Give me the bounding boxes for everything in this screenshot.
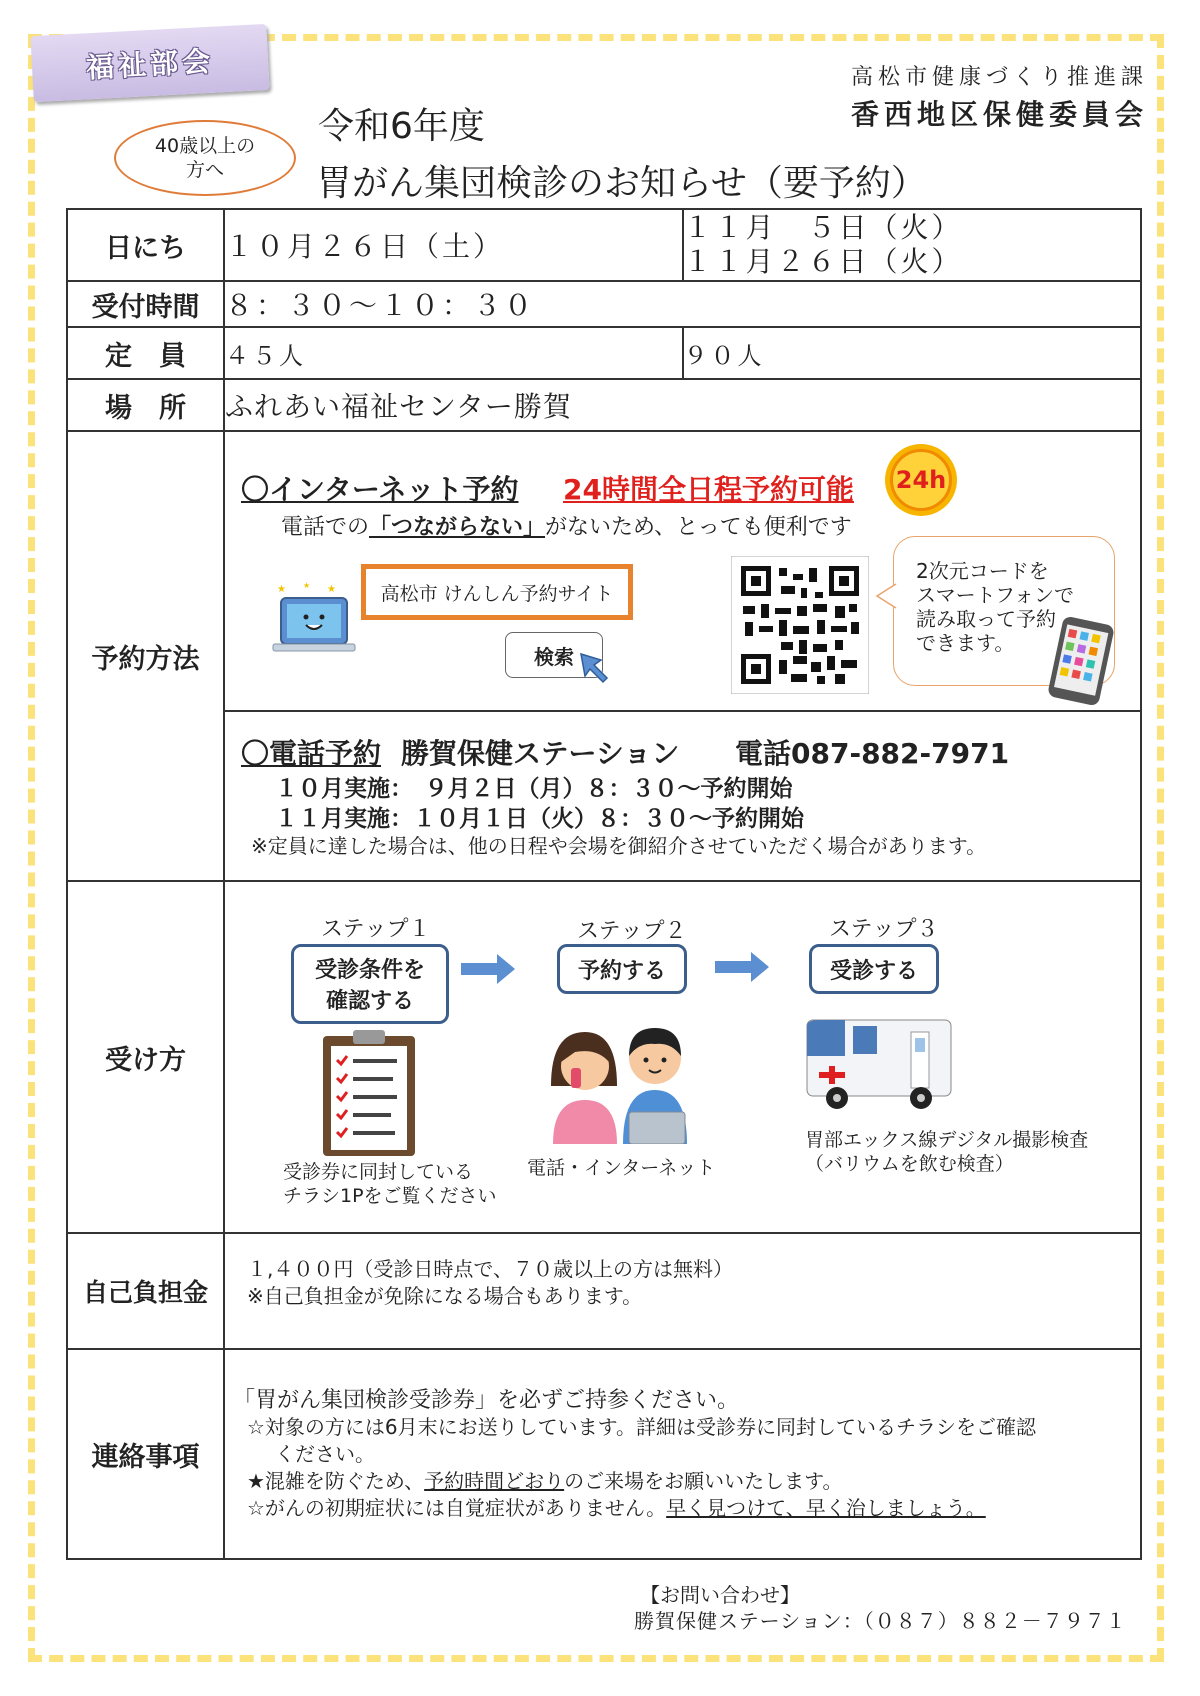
label-notes: 連絡事項 xyxy=(67,1349,224,1559)
search-field[interactable]: 高松市 けんしん予約サイト xyxy=(361,564,633,620)
people-phone-internet-icon xyxy=(545,1012,695,1144)
tel-title xyxy=(241,732,381,772)
info-table xyxy=(66,208,1142,1560)
label-time: 受付時間 xyxy=(67,281,224,327)
phone-note-post: がないため、とっても便利です xyxy=(545,515,852,540)
section-tag: 福祉部会 xyxy=(30,24,269,102)
row-method xyxy=(67,431,1141,881)
step1-caption-line2: チラシ1Pをご覧ください xyxy=(283,1185,497,1207)
fiscal-year: 令和6年度 xyxy=(318,106,485,147)
place-value: ふれあい福祉センター勝賀 xyxy=(224,379,1141,431)
capacity-oct: ４５人 xyxy=(224,327,683,379)
step3-label: ステップ３ xyxy=(829,917,939,942)
capacity-note: ※定員に達した場合は、他の日程や会場を御紹介させていただく場合があります。 xyxy=(251,834,987,858)
target-line1: 40歳以上の xyxy=(154,135,256,157)
contact xyxy=(634,1582,1127,1634)
row-fee xyxy=(67,1233,1141,1349)
qr-code-icon xyxy=(731,556,869,694)
flow-steps xyxy=(225,882,1140,1232)
laptop-icon xyxy=(269,580,359,660)
notes-line2-cont: ください。 xyxy=(275,1441,375,1466)
step3-caption xyxy=(805,1128,1088,1176)
phone-note-em: 「つながらない」 xyxy=(369,515,546,540)
row-place xyxy=(67,379,1141,431)
step3-box: 受診する xyxy=(809,944,939,994)
arrow-right-icon xyxy=(715,952,769,982)
oct-reservation: １０月実施： ９月２日（月）８：３０～予約開始 xyxy=(275,776,793,802)
badge-24h-text: 24h xyxy=(890,449,952,511)
phone-section xyxy=(225,712,1140,880)
badge-24h-icon xyxy=(885,444,957,516)
page-title: 胃がん集団検診のお知らせ（要予約） xyxy=(316,163,927,204)
svg-text:★: ★ xyxy=(327,584,336,595)
contact-value: 勝賀保健ステーション：（０８７）８８２－７９７１ xyxy=(634,1609,1127,1633)
fee-line1: １,４００円（受診日時点で、７０歳以上の方は無料） xyxy=(247,1257,733,1281)
internet-section xyxy=(225,432,1140,712)
notes-line1: 「胃がん集団検診受診券」を必ずご持参ください。 xyxy=(233,1387,740,1413)
tel-number: 電話087-882-7971 xyxy=(735,737,1010,770)
notes-line4-em: 早く見つけて、早く治しましょう。 xyxy=(666,1495,986,1520)
step3-caption-line2: （バリウムを飲む検査） xyxy=(805,1153,1014,1175)
org-committee: 香西地区保健委員会 xyxy=(850,98,1148,131)
medical-bus-icon xyxy=(805,1012,955,1112)
step1-caption xyxy=(283,1160,497,1208)
step1-caption-line1: 受診券に同封している xyxy=(283,1161,474,1183)
internet-title xyxy=(241,468,518,508)
row-flow xyxy=(67,881,1141,1233)
target-badge xyxy=(114,120,296,196)
date-nov xyxy=(683,209,1142,281)
bubble-tail-icon xyxy=(875,582,897,612)
notes-line2: ☆対象の方には6月末にお送りしています。詳細は受診券に同封しているチラシをご確認 xyxy=(247,1414,1037,1439)
row-time xyxy=(67,281,1141,327)
date-nov-1: １１月 ５日（火） xyxy=(683,211,963,244)
cursor-arrow-icon xyxy=(577,650,613,686)
time-value: ８：３０～１０：３０ xyxy=(224,281,1141,327)
arrow-right-icon xyxy=(461,954,515,984)
step2-label: ステップ２ xyxy=(577,919,687,944)
fee-line2: ※自己負担金が免除になる場合もあります。 xyxy=(247,1284,643,1308)
tel-station: 勝賀保健ステーション xyxy=(401,737,680,770)
qr-bubble-line3: 読み取って予約 xyxy=(916,607,1056,631)
label-method: 予約方法 xyxy=(67,431,224,881)
label-fee: 自己負担金 xyxy=(67,1233,224,1349)
notes-line4-pre: ☆がんの初期症状には自覚症状がありません。 xyxy=(247,1495,667,1520)
phone-note xyxy=(281,510,852,541)
search-button[interactable]: 検索 xyxy=(505,632,603,678)
notes-cell xyxy=(224,1349,1141,1559)
label-capacity: 定 員 xyxy=(67,327,224,379)
label-date: 日にち xyxy=(67,209,224,281)
org-department: 高松市健康づくり推進課 xyxy=(850,65,1148,90)
qr-bubble-line4: できます。 xyxy=(916,631,1015,655)
row-capacity xyxy=(67,327,1141,379)
step1-line2: 確認する xyxy=(325,989,414,1014)
notes-line3-em: 予約時間どおり xyxy=(424,1468,565,1493)
internet-title-text: 〇インターネット予約 xyxy=(241,473,519,506)
step2-caption: 電話・インターネット xyxy=(527,1157,716,1179)
step1-label: ステップ１ xyxy=(321,917,431,942)
contact-label: 【お問い合わせ】 xyxy=(640,1583,800,1607)
organization xyxy=(851,60,1148,133)
method-cell xyxy=(224,431,1141,881)
notes-line3 xyxy=(233,1468,1140,1495)
row-notes xyxy=(67,1349,1141,1559)
svg-text:★: ★ xyxy=(303,581,311,590)
target-line2: 方へ xyxy=(185,159,224,181)
notes-line3-pre: ★混雑を防ぐため、 xyxy=(247,1468,425,1493)
step1-line1: 受診条件を xyxy=(314,958,425,983)
nov-reservation: １１月実施：１０月１日（火）８：３０～予約開始 xyxy=(275,806,804,832)
notes-line3-post: のご来場をお願いいたします。 xyxy=(564,1468,843,1493)
label-flow: 受け方 xyxy=(67,881,224,1233)
label-place: 場 所 xyxy=(67,379,224,431)
capacity-nov: ９０人 xyxy=(683,327,1142,379)
step1-box xyxy=(291,944,449,1024)
checklist-clipboard-icon xyxy=(321,1030,417,1158)
step2-box: 予約する xyxy=(557,944,687,994)
flow-cell xyxy=(224,881,1141,1233)
step3-caption-line1: 胃部エックス線デジタル撮影検査 xyxy=(805,1129,1089,1151)
phone-note-pre: 電話での xyxy=(281,515,370,540)
tel-title-text: 〇電話予約 xyxy=(241,737,382,770)
allday-label: 24時間全日程予約可能 xyxy=(563,473,854,506)
date-oct: １０月２６日（土） xyxy=(224,209,683,281)
qr-bubble-line2: スマートフォンで xyxy=(916,583,1074,607)
qr-bubble-line1: 2次元コードを xyxy=(916,559,1049,583)
row-date xyxy=(67,209,1141,281)
date-nov-2: １１月２６日（火） xyxy=(683,245,963,278)
fee-cell xyxy=(224,1233,1141,1349)
notes-line4 xyxy=(233,1495,1140,1522)
svg-text:★: ★ xyxy=(277,584,286,595)
